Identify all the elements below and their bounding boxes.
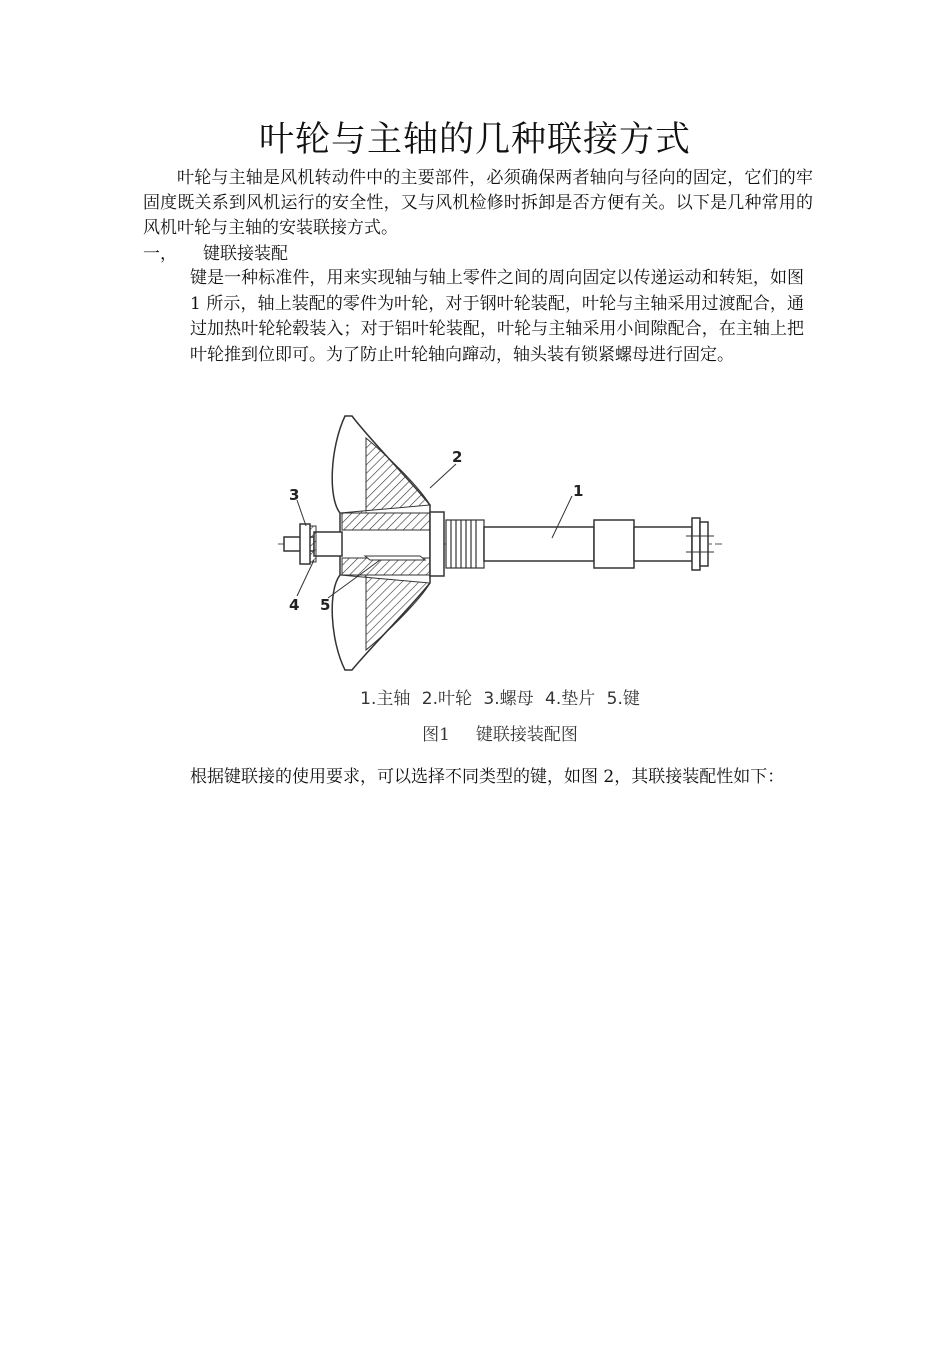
- part-label-1: 1: [573, 482, 584, 500]
- part-label-3: 3: [289, 486, 300, 504]
- section-body-paragraph: 键是一种标准件，用来实现轴与轴上零件之间的周向固定以传递运动和转矩，如图 1 所示，轴上装配的零件为叶轮，对于钢叶轮装配，叶轮与主轴采用过渡配合，通过加热叶轮轮毂装入；对于铝叶轮装配，叶轮与主轴采用小间隙配合，在主轴上把叶轮推到位即可。为了防止叶轮轴向蹿动，轴头装有锁紧螺母进行固定。: [190, 268, 804, 365]
- figure-caption: [270, 720, 730, 745]
- intro-paragraph: 叶轮与主轴是风机转动件中的主要部件，必须确保两者轴向与径向的固定，它们的牢固度既关系到风机运行的安全性，又与风机检修时拆卸是否方便有关。以下是几种常用的风机叶轮与主轴的安装联接方式。: [143, 168, 813, 238]
- impeller-shaft-assembly-drawing: [270, 408, 730, 678]
- figure-1: [270, 408, 730, 748]
- figure-caption-text: 键联接装配图: [475, 725, 578, 745]
- part-label-5: 5: [320, 596, 331, 614]
- section-heading: [143, 242, 288, 267]
- part-label-4: 4: [289, 596, 300, 614]
- figure-caption-number: 图1: [422, 725, 450, 745]
- section-number: 一，: [143, 244, 177, 264]
- document-title: 叶轮与主轴的几种联接方式: [258, 120, 691, 160]
- section-title: 键联接装配: [203, 244, 288, 264]
- figure-legend: 1.主轴 2.叶轮 3.螺母 4.垫片 5.键: [360, 689, 640, 709]
- part-label-2: 2: [452, 448, 463, 466]
- post-figure-paragraph: 根据键联接的使用要求，可以选择不同类型的键，如图 2，其联接装配性如下：: [190, 767, 785, 787]
